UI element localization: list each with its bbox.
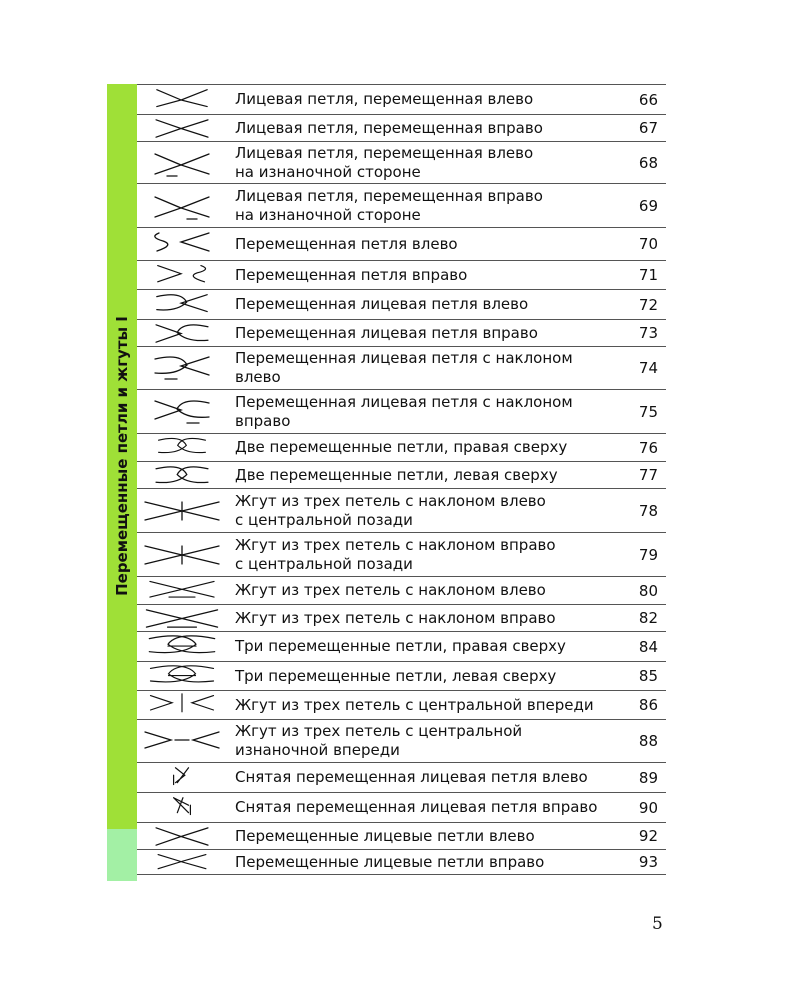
entry-page: 78: [638, 501, 658, 520]
entry-title: [227, 577, 617, 605]
entry-title-line: Перемещенная петля вправо: [235, 265, 468, 284]
moved-knit-left-icon: [137, 291, 227, 319]
table-row: [137, 533, 666, 577]
entry-title-line: Лицевая петля, перемещенная влево: [235, 143, 534, 162]
entry-page: 77: [638, 466, 658, 484]
entry-title: [227, 115, 617, 142]
symbol-cell: [137, 823, 227, 850]
symbol-cell: [137, 533, 227, 577]
moved-knits-right-icon: [137, 851, 227, 874]
cross-right-icon: [137, 116, 227, 141]
table-row: [137, 691, 666, 720]
entry-page: 92: [638, 827, 658, 845]
entry-title-line: Перемещенная петля влево: [235, 234, 458, 253]
symbol-cell: [137, 720, 227, 763]
symbol-cell: [137, 605, 227, 632]
table-row: [137, 577, 666, 605]
entry-page: 76: [638, 438, 658, 457]
symbol-cell: [137, 662, 227, 691]
table-row: [137, 793, 666, 823]
cable-three-center-front-icon: [137, 692, 227, 719]
table-row: [137, 763, 666, 793]
entry-title-line: Жгут из трех петель с наклоном вправо: [235, 535, 556, 554]
symbol-cell: [137, 763, 227, 793]
slipped-knit-right-icon: [137, 794, 227, 822]
symbol-cell: [137, 320, 227, 347]
table-row: [137, 142, 666, 184]
symbol-cell: [137, 184, 227, 228]
table-row: [137, 434, 666, 462]
entry-title-line: Снятая перемещенная лицевая петля вправо: [235, 798, 598, 816]
entry-title-line: Лицевая петля, перемещенная влево: [235, 90, 534, 108]
entry-title-line: Жгут из трех петель с наклоном влево: [235, 581, 546, 599]
entry-page: 75: [638, 402, 658, 421]
entry-page: 82: [638, 609, 658, 627]
entry-title-line: Две перемещенные петли, левая сверху: [235, 465, 558, 484]
entry-page: 71: [638, 266, 658, 284]
entry-page: 74: [638, 359, 658, 377]
cross-right-purl-icon: [137, 191, 227, 221]
symbol-cell: [137, 489, 227, 533]
entry-title-line: Снятая перемещенная лицевая петля влево: [235, 768, 588, 786]
entry-title-line: Три перемещенные петли, правая сверху: [235, 637, 566, 655]
symbol-cell: [137, 142, 227, 184]
symbol-cell: [137, 793, 227, 823]
entry-page: 72: [638, 295, 658, 314]
entry-title: [227, 691, 617, 720]
entry-title-line: Перемещенная лицевая петля влево: [235, 295, 529, 313]
symbol-cell: [137, 632, 227, 662]
entry-title-line: Жгут из трех петель с наклоном влево: [235, 491, 546, 510]
entry-page: 84: [638, 637, 658, 656]
entry-title-line: Перемещенные лицевые петли вправо: [235, 852, 545, 871]
table-row: [137, 489, 666, 533]
cable-three-left-icon: [137, 578, 227, 604]
table-row: [137, 462, 666, 489]
page-number: 5: [652, 914, 663, 934]
entry-title-line: с центральной позади: [235, 554, 413, 573]
table-row: [137, 347, 666, 390]
entry-title-line: Перемещенные лицевые петли влево: [235, 826, 535, 845]
entry-page: 93: [638, 853, 658, 871]
cable-three-left-back-icon: [137, 496, 227, 526]
entry-page: 69: [638, 196, 658, 215]
section-label: Перемещенные петли и жгуты I: [113, 316, 131, 596]
symbol-cell: [137, 228, 227, 261]
symbol-cell: [137, 577, 227, 605]
entry-title: [227, 632, 617, 662]
entry-title: [227, 228, 617, 261]
entry-title-line: на изнаночной стороне: [235, 205, 421, 224]
entry-title-line: изнаночной впереди: [235, 741, 400, 759]
cable-three-center-purl-front-icon: [137, 726, 227, 756]
entry-title-line: влево: [235, 368, 281, 386]
entry-page: 79: [638, 545, 658, 564]
entry-title-line: вправо: [235, 411, 291, 430]
entry-title-line: Лицевая петля, перемещенная вправо: [235, 118, 543, 137]
table-row: [137, 662, 666, 691]
three-moved-right-top-icon: [137, 633, 227, 661]
table-row: [137, 261, 666, 290]
entry-title: [227, 347, 617, 390]
entry-title-line: Перемещенная лицевая петля с наклоном: [235, 349, 573, 367]
table-row: [137, 823, 666, 850]
entry-page: 70: [638, 235, 658, 253]
table-row: [137, 720, 666, 763]
table-row: [137, 390, 666, 434]
entry-title: [227, 261, 617, 290]
cable-three-right-icon: [137, 606, 227, 631]
table-row: [137, 115, 666, 142]
entry-page: 85: [638, 667, 658, 685]
section-band-secondary: [107, 829, 137, 881]
table-row: [137, 632, 666, 662]
entry-title: [227, 489, 617, 533]
cross-left-icon: [137, 86, 227, 114]
entry-page: 66: [638, 90, 658, 109]
entry-title-line: с центральной позади: [235, 510, 413, 529]
entry-title-line: Лицевая петля, перемещенная вправо: [235, 186, 543, 205]
entry-title-line: Перемещенная лицевая петля с наклоном: [235, 392, 573, 411]
entry-title-line: Перемещенная лицевая петля вправо: [235, 323, 538, 342]
three-moved-left-top-icon: [137, 663, 227, 690]
entry-title-line: Две перемещенные петли, правая сверху: [235, 438, 568, 456]
entry-title: [227, 605, 617, 632]
table-row: [137, 850, 666, 875]
cable-three-right-back-icon: [137, 540, 227, 570]
symbol-cell: [137, 85, 227, 115]
entry-title: [227, 290, 617, 320]
entry-title: [227, 320, 617, 347]
moved-knits-left-icon: [137, 824, 227, 849]
symbol-cell: [137, 290, 227, 320]
entry-title: [227, 720, 617, 763]
entry-title: [227, 662, 617, 691]
entry-title: [227, 850, 617, 875]
moved-knit-tilt-left-icon: [137, 353, 227, 383]
symbol-cell: [137, 261, 227, 290]
entry-page: 88: [638, 732, 658, 750]
entry-title: [227, 142, 617, 184]
entry-title-line: Жгут из трех петель с центральной: [235, 722, 523, 740]
entry-page: 80: [638, 581, 658, 600]
entry-page: 89: [638, 768, 658, 787]
contents-table: [137, 84, 666, 875]
two-moved-left-top-icon: [137, 463, 227, 488]
symbol-cell: [137, 434, 227, 462]
symbol-cell: [137, 390, 227, 434]
table-row: [137, 85, 666, 115]
cross-left-purl-icon: [137, 148, 227, 178]
table-row: [137, 605, 666, 632]
entry-title-line: на изнаночной стороне: [235, 162, 421, 181]
entry-title-line: Три перемещенные петли, левая сверху: [235, 666, 557, 685]
two-moved-right-top-icon: [137, 435, 227, 461]
entry-title: [227, 793, 617, 823]
entry-page: 68: [638, 153, 658, 172]
entry-page: 73: [638, 324, 658, 342]
entry-title: [227, 85, 617, 115]
entry-title: [227, 462, 617, 489]
entry-page: 86: [638, 696, 658, 714]
symbol-cell: [137, 462, 227, 489]
entry-title: [227, 434, 617, 462]
table-row: [137, 184, 666, 228]
entry-title: [227, 763, 617, 793]
symbol-cell: [137, 850, 227, 875]
entry-title: [227, 390, 617, 434]
table-row: [137, 290, 666, 320]
moved-left-icon: [137, 229, 227, 259]
entry-page: 90: [638, 798, 658, 817]
table-row: [137, 228, 666, 261]
entry-title-line: Жгут из трех петель с наклоном вправо: [235, 608, 556, 627]
table-row: [137, 320, 666, 347]
symbol-cell: [137, 347, 227, 390]
entry-title: [227, 184, 617, 228]
moved-right-icon: [137, 262, 227, 289]
entry-title-line: Жгут из трех петель с центральной впереди: [235, 695, 594, 714]
moved-knit-right-icon: [137, 321, 227, 346]
symbol-cell: [137, 115, 227, 142]
entry-title: [227, 533, 617, 577]
symbol-cell: [137, 691, 227, 720]
slipped-knit-left-icon: [137, 764, 227, 792]
entry-page: 67: [638, 119, 658, 137]
moved-knit-tilt-right-icon: [137, 397, 227, 427]
entry-title: [227, 823, 617, 850]
